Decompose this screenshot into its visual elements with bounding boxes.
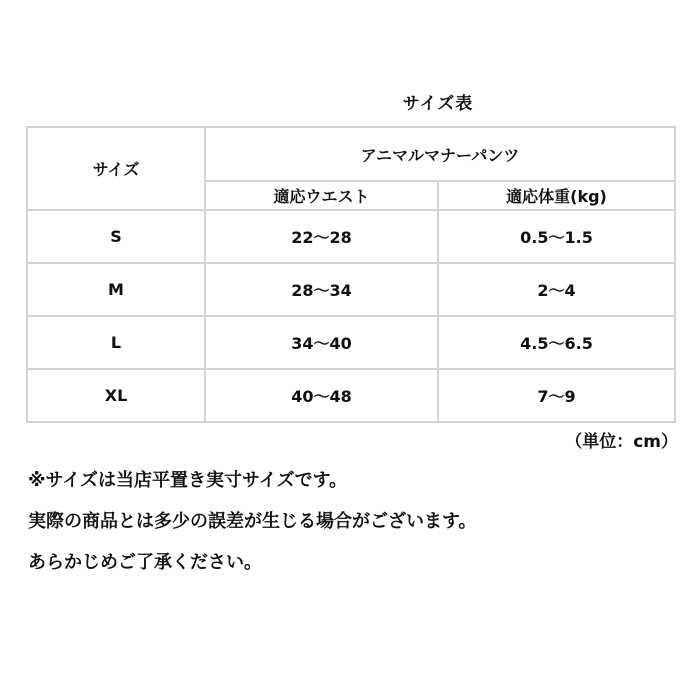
waist-column-header: 適応ウエスト: [205, 181, 438, 210]
weight-cell: 4.5〜6.5: [438, 316, 675, 369]
waist-cell: 28〜34: [205, 263, 438, 316]
unit-note: （単位：cm）: [565, 432, 678, 452]
waist-cell: 40〜48: [205, 369, 438, 422]
weight-column-header: 適応体重(kg): [438, 181, 675, 210]
table-row: [27, 369, 675, 422]
weight-cell: 2〜4: [438, 263, 675, 316]
waist-cell: 34〜40: [205, 316, 438, 369]
note-line: あらかじめご了承ください。: [28, 552, 262, 573]
weight-cell: 0.5〜1.5: [438, 210, 675, 263]
size-table: [26, 126, 676, 423]
table-row: [27, 316, 675, 369]
table-row: [27, 263, 675, 316]
product-name-header: アニマルマナーパンツ: [205, 127, 675, 181]
page-title: サイズ表: [402, 94, 474, 114]
size-cell: XL: [27, 369, 205, 422]
note-line: ※サイズは当店平置き実寸サイズです。: [28, 470, 348, 491]
weight-cell: 7〜9: [438, 369, 675, 422]
waist-cell: 22〜28: [205, 210, 438, 263]
table-header-row: [27, 127, 675, 181]
size-cell: S: [27, 210, 205, 263]
note-line: 実際の商品とは多少の誤差が生じる場合がございます。: [28, 511, 477, 532]
size-cell: L: [27, 316, 205, 369]
size-cell: M: [27, 263, 205, 316]
table-row: [27, 210, 675, 263]
size-column-header: サイズ: [27, 127, 205, 210]
